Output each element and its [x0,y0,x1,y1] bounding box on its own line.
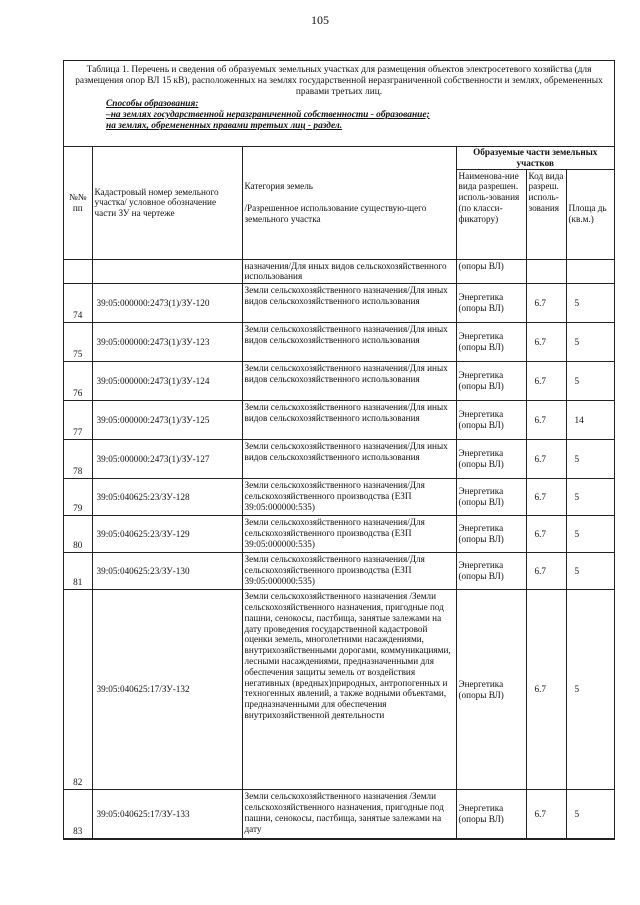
row-num: 79 [64,479,92,516]
row-use: Энергетика (опоры ВЛ) [456,323,526,362]
row-use: Энергетика (опоры ВЛ) [456,553,526,590]
row-cadastral: 39:05:000000:2473(1)/ЗУ-120 [92,284,242,323]
row-use: Энергетика (опоры ВЛ) [456,790,526,839]
row-num: 83 [64,790,92,839]
land-plots-table [64,147,614,839]
table-title: Таблица 1. Перечень и сведения об образуемых земельных участках для размещения объектов электросетевого хозяйства (для размещения опор ВЛ 15 кВ), расположенных на землях государственной неразграниченной собственности и землях, обремененных правами третьих лиц. [75,65,603,98]
row-code: 6.7 [526,401,566,440]
row-code: 6.7 [526,362,566,401]
row-num: 75 [64,323,92,362]
table-row [64,516,614,553]
row-area: 5 [566,790,614,839]
row-use: Энергетика (опоры ВЛ) [456,590,526,790]
row-cadastral: 39:05:040625:17/ЗУ-133 [92,790,242,839]
row-category: Земли сельскохозяйственного назначения/Для иных видов сельскохозяйственного использования [242,323,456,362]
table-row [64,401,614,440]
method-state-land: –на землях государственной неразграниченной собственности - образование; [106,109,430,120]
row-category: Земли сельскохозяйственного назначения/Для иных видов сельскохозяйственного использования [242,362,456,401]
row-area: 5 [566,479,614,516]
row-use: Энергетика (опоры ВЛ) [456,516,526,553]
header-use-name: Наименова-ние вида разрешен. исполь-зования (по класси-фикатору) [456,169,526,259]
document-frame [63,60,615,840]
row-cadastral: 39:05:040625:17/ЗУ-132 [92,590,242,790]
row-cadastral: 39:05:040625:23/ЗУ-128 [92,479,242,516]
row-cadastral [92,259,242,284]
row-num: 77 [64,401,92,440]
row-num: 74 [64,284,92,323]
row-category: Земли сельскохозяйственного назначения/Для иных видов сельскохозяйственного использования [242,440,456,479]
table-row [64,284,614,323]
row-category: назначения/Для иных видов сельскохозяйственного использования [242,259,456,284]
header-use-code: Код вида разреш. исполь-зования [526,169,566,259]
table-row [64,590,614,790]
table-row [64,479,614,516]
header-cadastral: Кадастровый номер земельного участка/ условное обозначение части ЗУ на чертеже [92,147,242,259]
row-code [526,259,566,284]
page-number: 105 [311,13,329,27]
table-row [64,553,614,590]
row-category: Земли сельскохозяйственного назначения/Для сельскохозяйственного производства (ЕЗП 39:05:000000:535) [242,479,456,516]
row-cadastral: 39:05:000000:2473(1)/ЗУ-127 [92,440,242,479]
row-category: Земли сельскохозяйственного назначения /Земли сельскохозяйственного назначения, пригодные под пашни, сенокосы, пастбища, занятые залежами на дату [242,790,456,839]
row-code: 6.7 [526,440,566,479]
row-cadastral: 39:05:040625:23/ЗУ-130 [92,553,242,590]
row-use: Энергетика (опоры ВЛ) [456,362,526,401]
header-category: Категория земель /Разрешенное использование существую-щего земельного участка [242,147,456,259]
header-area: Площа дь (кв.м.) [566,169,614,259]
table-row [64,790,614,839]
row-num: 76 [64,362,92,401]
row-area: 5 [566,362,614,401]
row-cadastral: 39:05:040625:23/ЗУ-129 [92,516,242,553]
row-area [566,259,614,284]
row-num: 80 [64,516,92,553]
row-category: Земли сельскохозяйственного назначения /Земли сельскохозяйственного назначения, пригодные под пашни, сенокосы, пастбища, занятые залежами на дату проведения государственной кадастровой оценки земель, многолетними насаждениями, внутрихозяйственными дорогами, коммуникациями, лесными насаждениями, предназначенными для обеспечения защиты земель от воздействия негативных (вредных)природных, антропогенных и техногенных явлений, а также водными объектами, предназначенными для обеспечения внутрихозяйственной деятельности [242,590,456,790]
row-code: 6.7 [526,553,566,590]
row-num [64,259,92,284]
row-area: 5 [566,590,614,790]
row-use: (опоры ВЛ) [456,259,526,284]
row-category: Земли сельскохозяйственного назначения/Для сельскохозяйственного производства (ЕЗП 39:05:000000:535) [242,553,456,590]
row-area: 5 [566,553,614,590]
row-area: 14 [566,401,614,440]
row-area: 5 [566,440,614,479]
table-row [64,440,614,479]
row-category: Земли сельскохозяйственного назначения/Для иных видов сельскохозяйственного использования [242,401,456,440]
row-use: Энергетика (опоры ВЛ) [456,401,526,440]
row-area: 5 [566,323,614,362]
row-code: 6.7 [526,323,566,362]
methods-heading: Способы образования: [106,98,199,109]
table-row [64,259,614,284]
row-num: 82 [64,590,92,790]
row-area: 5 [566,516,614,553]
row-area: 5 [566,284,614,323]
header-parts-group: Образуемые части земельных участков [456,147,614,169]
row-code: 6.7 [526,479,566,516]
row-category: Земли сельскохозяйственного назначения/Для сельскохозяйственного производства (ЕЗП 39:05:000000:535) [242,516,456,553]
row-code: 6.7 [526,284,566,323]
row-category: Земли сельскохозяйственного назначения/Для иных видов сельскохозяйственного использования [242,284,456,323]
row-num: 81 [64,553,92,590]
row-code: 6.7 [526,516,566,553]
row-cadastral: 39:05:000000:2473(1)/ЗУ-125 [92,401,242,440]
table-row [64,362,614,401]
table-row [64,323,614,362]
header-num: №№ пп [64,147,92,259]
row-cadastral: 39:05:000000:2473(1)/ЗУ-123 [92,323,242,362]
row-use: Энергетика (опоры ВЛ) [456,284,526,323]
table-caption [64,61,614,147]
row-use: Энергетика (опоры ВЛ) [456,479,526,516]
row-code: 6.7 [526,590,566,790]
row-use: Энергетика (опоры ВЛ) [456,440,526,479]
row-code: 6.7 [526,790,566,839]
method-third-party-land: на землях, обремененных правами третьих лиц - раздел. [106,121,343,132]
row-num: 78 [64,440,92,479]
row-cadastral: 39:05:000000:2473(1)/ЗУ-124 [92,362,242,401]
